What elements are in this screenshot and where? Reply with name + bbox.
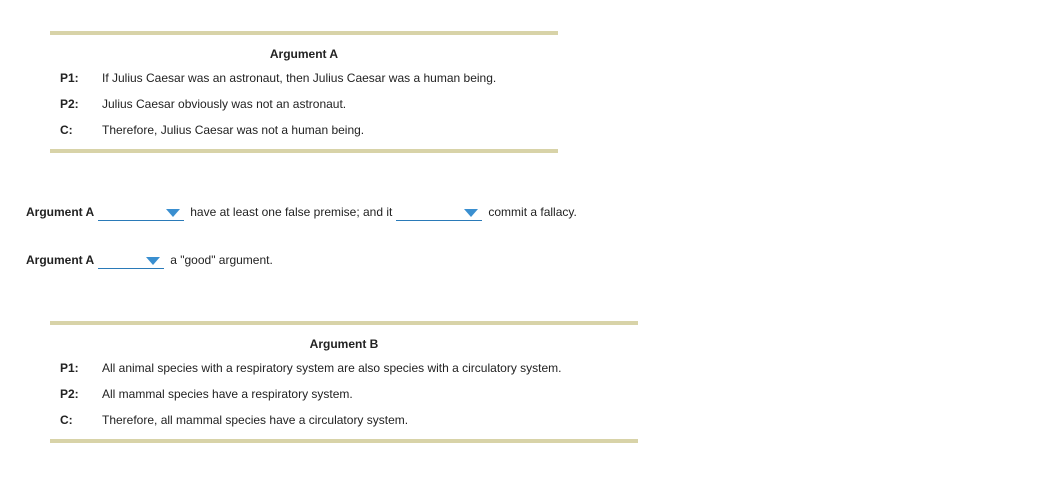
question-1-subject: Argument A — [26, 205, 95, 219]
question-2-sentence — [26, 250, 277, 270]
argument-b-box — [50, 321, 638, 443]
conclusion-text: Therefore, all mammal species have a circulatory system. — [102, 413, 409, 427]
argument-b-premise-2 — [50, 386, 638, 402]
argument-a-conclusion — [50, 122, 558, 138]
conclusion-text: Therefore, Julius Caesar was not a human being. — [102, 123, 365, 137]
fallacy-dropdown[interactable] — [396, 203, 482, 221]
premise-truth-dropdown[interactable] — [98, 203, 184, 221]
argument-b-premise-1 — [50, 360, 638, 376]
chevron-down-icon — [146, 257, 160, 265]
question-1-middle-text: have at least one false premise; and it — [190, 205, 393, 219]
premise-text: All mammal species have a respiratory system. — [102, 387, 353, 401]
argument-a-box — [50, 31, 558, 153]
question-1-sentence — [26, 202, 581, 222]
conclusion-label: C: — [60, 413, 73, 427]
argument-a-premise-1 — [50, 70, 558, 86]
premise-text: Julius Caesar obviously was not an astronaut. — [102, 97, 347, 111]
premise-text: All animal species with a respiratory system are also species with a circulatory system. — [102, 361, 562, 375]
question-1-end-text: commit a fallacy. — [488, 205, 577, 219]
question-2-end-text: a "good" argument. — [170, 253, 273, 267]
good-argument-dropdown[interactable] — [98, 251, 164, 269]
argument-a-title: Argument A — [269, 47, 339, 61]
chevron-down-icon — [464, 209, 478, 217]
premise-label: P1: — [60, 71, 79, 85]
premise-text: If Julius Caesar was an astronaut, then Julius Caesar was a human being. — [102, 71, 497, 85]
argument-b-conclusion — [50, 412, 638, 428]
premise-label: P2: — [60, 97, 79, 111]
premise-label: P2: — [60, 387, 79, 401]
conclusion-label: C: — [60, 123, 73, 137]
argument-b-title: Argument B — [309, 337, 379, 351]
premise-label: P1: — [60, 361, 79, 375]
question-2-subject: Argument A — [26, 253, 95, 267]
chevron-down-icon — [166, 209, 180, 217]
argument-a-premise-2 — [50, 96, 558, 112]
